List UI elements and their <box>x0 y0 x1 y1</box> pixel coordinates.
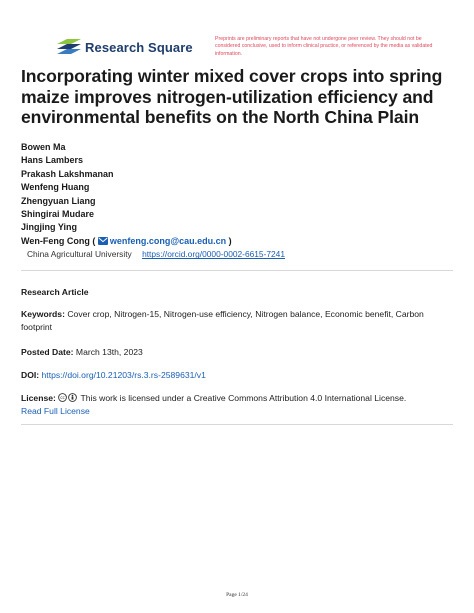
open-paren: ( <box>92 235 96 246</box>
close-paren: ) <box>228 235 232 246</box>
license-section <box>21 392 453 418</box>
keywords-label: Keywords: <box>21 309 65 319</box>
header <box>0 0 474 62</box>
page-number: Page 1/24 <box>226 592 248 598</box>
divider <box>21 270 453 271</box>
keywords-text: Cover crop, Nitrogen-15, Nitrogen-use efficiency, Nitrogen balance, Economic benefit, Carbon footprint <box>21 309 424 332</box>
license-label: License: <box>21 393 56 403</box>
cc-by-icons <box>58 393 78 402</box>
author-name: Bowen Ma <box>21 142 66 152</box>
corresponding-author <box>21 235 461 248</box>
posted-date: March 13th, 2023 <box>75 347 143 357</box>
author-email-link[interactable] <box>98 236 229 246</box>
preprint-disclaimer: Preprints are preliminary reports that have not undergone peer review. They should not be considered conclusive, used to inform clinical practice, or referenced by the media as validated information. <box>215 36 433 57</box>
paper-title: Incorporating winter mixed cover crops into spring maize improves nitrogen-utilization efficiency and environmental benefits on the North China Plain <box>21 66 443 128</box>
author-name: Hans Lambers <box>21 155 84 166</box>
mail-icon <box>98 237 108 245</box>
doi-label: DOI: <box>21 370 40 380</box>
research-square-logo-icon <box>57 37 81 57</box>
license-text: This work is licensed under a Creative Commons Attribution 4.0 International License. <box>80 393 407 403</box>
posted-date-section <box>21 346 453 359</box>
research-square-logo[interactable] <box>57 37 193 57</box>
author-name: Zhengyuan Liang <box>21 195 96 206</box>
logo-text: Research Square <box>85 39 193 55</box>
divider <box>21 424 453 425</box>
affiliation-line <box>21 248 461 260</box>
author-list <box>21 141 461 260</box>
posted-date-label: Posted Date: <box>21 347 74 357</box>
svg-text:cc: cc <box>60 395 66 401</box>
author-name: Shingirai Mudare <box>21 209 95 220</box>
keywords-section <box>21 308 453 334</box>
doi-section <box>21 369 453 382</box>
author-name: Jingjing Ying <box>21 222 77 233</box>
doi-link[interactable]: https://doi.org/10.21203/rs.3.rs-2589631/v1 <box>41 370 206 380</box>
affiliation: China Agricultural University <box>27 249 132 260</box>
orcid-link[interactable]: https://orcid.org/0000-0002-6615-7241 <box>142 249 286 260</box>
author-name: Prakash Lakshmanan <box>21 168 114 179</box>
read-full-license-link[interactable]: Read Full License <box>21 406 90 416</box>
corresponding-author-name: Wen-Feng Cong <box>21 235 90 246</box>
author-email: wenfeng.cong@cau.edu.cn <box>109 235 227 246</box>
author-name: Wenfeng Huang <box>21 182 90 193</box>
article-type <box>21 286 453 299</box>
article-type-label: Research Article <box>21 287 89 297</box>
